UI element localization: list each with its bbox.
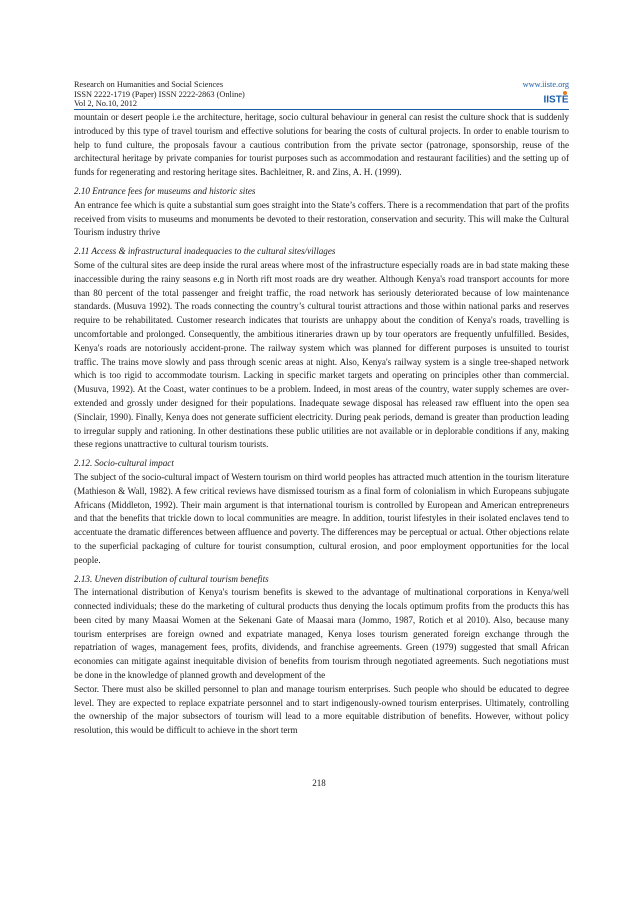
svg-text:IISTE: IISTE (543, 94, 569, 106)
section-2-13-heading: 2.13. Uneven distribution of cultural tourism benefits (74, 573, 269, 584)
section-2-11-text: Some of the cultural sites are deep inside the rural areas where most of the infrastructure especially roads are in bad state making these inaccessible during the rainy seasons e.g in North rift most roads are dry weather. Although Kenya's road transport accounts for more than 80 percent of the total passenger and freight traffic, the road network has seriously deteriorated because of low maintenance standards. (Musuva 1992). The roads connecting the country’s cultural tourist attractions and those within national parks and reserves require to be rehabilitated. Customer research indicates that tourists are unhappy about the condition of Kenya's roads, travelling is uncomfortable and prolonged. Consequently, the ambitious itineraries drawn up by tour operators are frequently unfulfilled. Besides, Kenya's roads are notoriously accident-prone. The railway system which was planned for different purposes is unsuited to tourist traffic. The trains move slowly and pass through scenic areas at night. Also, Kenya's railway system is a single tree-shaped network which is too rigid to accommodate tourism. Lacking in specific market targets and operating on principles other than commercial. (Musuva, 1992). At the Coast, water continues to be a problem. Indeed, in most areas of the country, water supply schemes are over-extended and grossly under designed for their populations. Inadequate sewage disposal has released raw effluent into the open sea (Sinclair, 1990). Finally, Kenya does not generate sufficient electricity. During peak periods, demand is greater than production leading to irregular supply and rationing. In other destinations these public utilities are not available or in deplorable conditions if any, making these regions unattractive to cultural tourism tourists. (74, 259, 569, 450)
section-2-12-text: The subject of the socio-cultural impact of Western tourism on third world peoples has attracted much attention in the tourism literature (Mathieson & Wall, 1982). A few critical reviews have dismissed tourism as a final form of colonialism in which Europeans subjugate Africans (Middleton, 1992). Their main argument is that international tourism is controlled by European and American entrepreneurs and that the benefits that trickle down to local communities are meagre. In addition, tourist lifestyles in their isolated enclaves tend to accentuate the dramatic differences between affluence and poverty. The differences may be perceptual or actual. Other objections relate to the superficial packaging of culture for tourist consumption, cultural erosion, and poor employment opportunities for the local people. (74, 471, 569, 565)
article-body (74, 111, 569, 738)
section-2-13-text-continued: Sector. There must also be skilled personnel to plan and manage tourism enterprises. Such people who should be educated to degree level. They are expected to replace expatriate personnel and to start indigenously-owned tourism enterprises. Ultimately, controlling the ownership of the major subsectors of tourism will lead to a more equitable distribution of benefits. However, without policy resolution, this would be difficult to achieve in the short term (74, 683, 569, 736)
section-2-13-text: The international distribution of Kenya's tourism benefits is skewed to the advantage of multinational corporations in Kenya/well connected individuals; these do the marketing of cultural products thus denying the locals optimum profits from the products this has been cited by many Maasai Women at the Sekenani Gate of Maasai mara (Jommo, 1987, Rotich et al 2010). Also, because many tourism enterprises are foreign owned and expatriate managed, Kenya loses tourism generated foreign exchange through the repatriation of wages, management fees, profits, dividends, and franchise agreements. Green (1979) suggested that small African economies can mitigate against inequitable division of benefits from tourism through negotiated agreements. Such negotiations must be done in the knowledge of planned growth and development of the (74, 587, 569, 681)
page-number: 218 (312, 778, 326, 788)
volume-line: Vol 2, No.10, 2012 (74, 99, 137, 109)
section-2-11-heading: 2.11 Access & infrastructural inadequacies to the cultural sites/villages (74, 246, 336, 257)
issn-line: ISSN 2222-1719 (Paper) ISSN 2222-2863 (Online) (74, 89, 245, 99)
section-2-12-heading: 2.12. Socio-cultural impact (74, 458, 174, 469)
journal-name: Research on Humanities and Social Sciences (74, 80, 224, 89)
section-2-10-text: An entrance fee which is quite a substantial sum goes straight into the State’s coffers. There is a recommendation that part of the profits received from visits to museums and monuments be devoted to their restoration, conservation and security. This will make the Cultural Tourism industry thrive (74, 199, 569, 238)
header-rule (74, 109, 569, 110)
section-2-10-heading: 2.10 Entrance fees for museums and historic sites (74, 185, 256, 196)
intro-paragraph: mountain or desert people i.e the architecture, heritage, socio cultural behaviour in general can resist the culture shock that is suddenly introduced by this type of travel tourism and effective solutions for bearing the costs of cultural projects. In order to enable tourism to help to fund culture, the proposals favour a cautious contribution from the private sector (patronage, sponsorship, reuse of the architectural heritage by private companies for tourist purposes such as accommodation and restaurant facilities) and the setting up of funds for regenerating and restoring heritage sites. Bachleitner, R. and Zins, A. H. (1999). (74, 112, 569, 178)
running-header (74, 80, 568, 109)
journal-url-link[interactable]: www.iiste.org (522, 80, 569, 89)
iiste-logo-icon (543, 90, 569, 106)
